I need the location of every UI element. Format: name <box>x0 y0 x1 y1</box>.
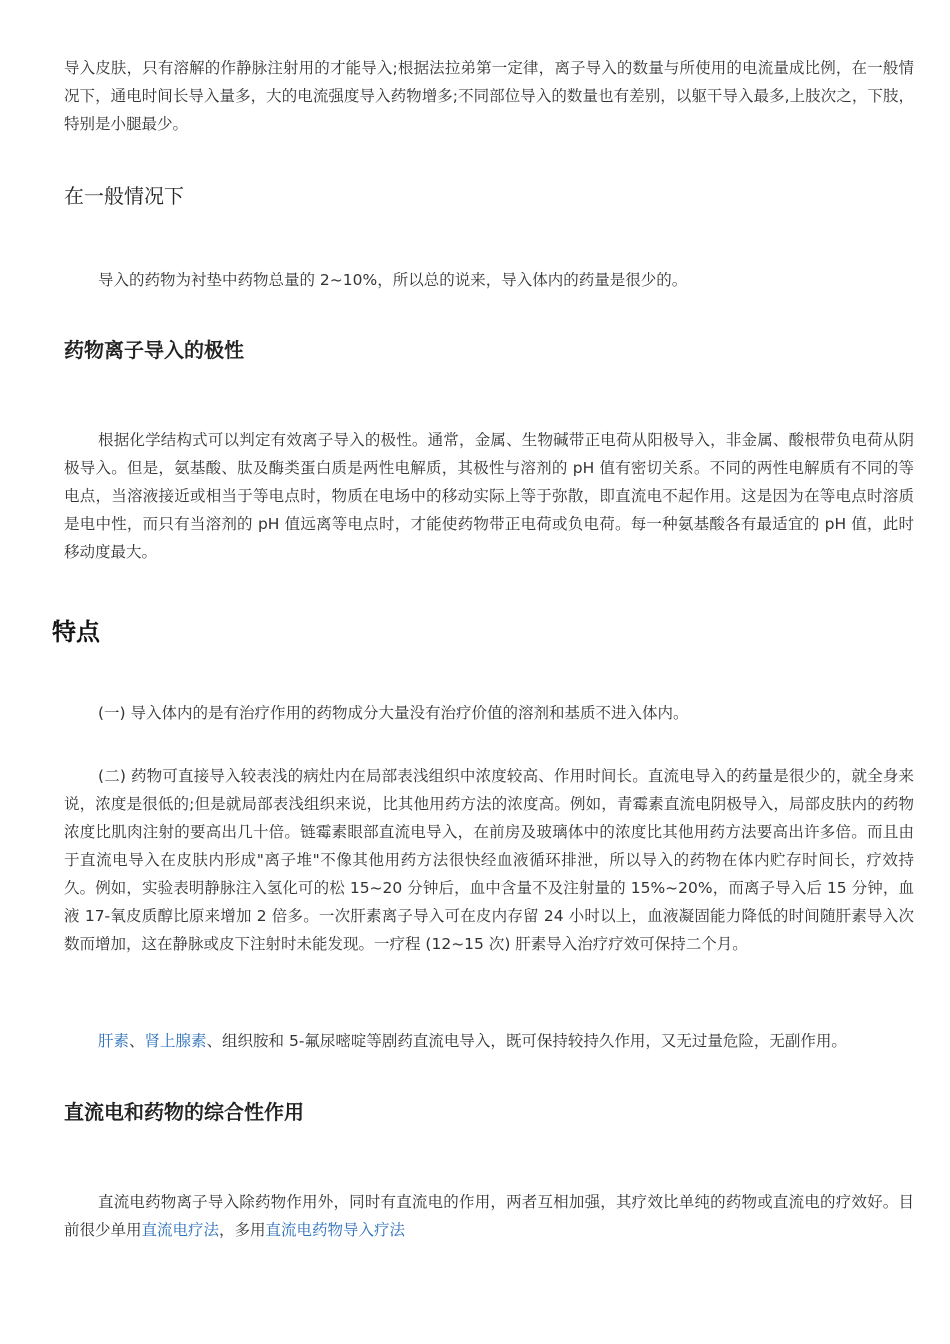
combined-text-before: 直流电药物离子导入除药物作用外，同时有直流电的作用，两者互相加强，其疗效比单纯的药物或直流电的疗效好。目前很少单用 <box>64 1193 914 1239</box>
section-heading-polarity: 药物离子导入的极性 <box>64 338 244 362</box>
dc-drug-therapy-link[interactable]: 直流电药物导入疗法 <box>265 1221 406 1239</box>
general-paragraph: 导入的药物为衬垫中药物总量的 2~10%，所以总的说来，导入体内的药量是很少的。 <box>98 271 688 289</box>
combined-paragraph <box>64 1188 914 1244</box>
features-item-2: (二) 药物可直接导入较表浅的病灶内在局部表浅组织中浓度较高、作用时间长。直流电导入的药量是很少的，就全身来说，浓度是很低的;但是就局部表浅组织来说，比其他用药方法的浓度高。例如，青霉素直流电阴极导入，局部皮肤内的药物浓度比肌肉注射的要高出几十倍。链霉素眼部直流电导入，在前房及玻璃体中的浓度比其他用药方法要高出许多倍。而且由于直流电导入在皮肤内形成"离子堆"不像其他用药方法很快经血液循环排泄，所以导入的药物在体内贮存时间长，疗效持久。例如，实验表明静脉注入氢化可的松 15~20 分钟后，血中含量不及注射量的 15%~20%，而离子导入后 15 分钟，血液 17-氧皮质醇比原来增加 2 倍多。一次肝素离子导入可在皮内存留 24 小时以上，血液凝固能力降低的时间随肝素导入次数而增加，这在静脉或皮下注射时未能发现。一疗程 (12~15 次) 肝素导入治疗疗效可保持二个月。 <box>64 767 914 953</box>
section-heading-general: 在一般情况下 <box>64 184 184 208</box>
features-item-1: (一) 导入体内的是有治疗作用的药物成分大量没有治疗价值的溶剂和基质不进入体内。 <box>98 704 689 722</box>
polarity-paragraph: 根据化学结构式可以判定有效离子导入的极性。通常，金属、生物碱带正电荷从阳极导入，非金属、酸根带负电荷从阴极导入。但是，氨基酸、肽及酶类蛋白质是两性电解质，其极性与溶剂的 pH 值有密切关系。不同的两性电解质有不同的等电点，当溶液接近或相当于等电点时，物质在电场中的移动实际上等于弥散，即直流电不起作用。这是因为在等电点时溶质是电中性，而只有当溶剂的 pH 值远离等电点时，才能使药物带正电荷或负电荷。每一种氨基酸各有最适宜的 pH 值，此时移动度最大。 <box>64 431 914 561</box>
section-heading-features: 特点 <box>52 618 100 646</box>
section-heading-combined: 直流电和药物的综合性作用 <box>64 1100 304 1124</box>
combined-text-middle: ，多用 <box>219 1221 266 1239</box>
adrenaline-link[interactable]: 肾上腺素 <box>144 1032 207 1050</box>
heparin-link[interactable]: 肝素 <box>98 1032 130 1050</box>
features-item-3-text: 、组织胺和 5-氟尿嘧啶等剧药直流电导入，既可保持较持久作用，又无过量危险，无副作用。 <box>206 1032 847 1050</box>
features-item-3 <box>64 1027 914 1055</box>
separator-text: 、 <box>129 1032 145 1050</box>
intro-paragraph: 导入皮肤，只有溶解的作静脉注射用的才能导入;根据法拉弟第一定律，离子导入的数量与所使用的电流量成比例，在一般情况下，通电时间长导入量多，大的电流强度导入药物增多;不同部位导入的数量也有差别，以躯干导入最多,上肢次之，下肢，特别是小腿最少。 <box>64 59 914 133</box>
dc-therapy-link[interactable]: 直流电疗法 <box>141 1221 220 1239</box>
